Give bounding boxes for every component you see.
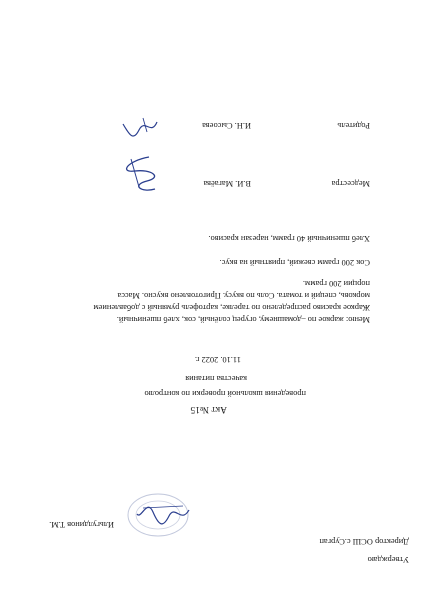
parent-signature-icon: [119, 116, 161, 138]
parent-role: Родитель: [337, 121, 370, 130]
menu-line: морковь, специй и томата. Соль по вкусу. Приготовлено вкусно. Масса: [117, 291, 370, 300]
menu-line: Меню: жаркое по –домашнему, огурец солёный, сок, хлеб пшеничный.: [116, 315, 370, 324]
director-signature-icon: [133, 500, 193, 530]
juice-note: Сок 200 грамм свежий, приятный на вкус.: [219, 258, 370, 267]
parent-name: И.Н. Сысоева: [202, 121, 251, 130]
approval-label: Утверждаю: [367, 555, 409, 564]
bread-note: Хлеб пшеничный 40 грамм, нарезан красиво.: [208, 234, 370, 243]
act-date: 11.10. 2022 г.: [194, 355, 241, 364]
nurse-role: Медсестра: [331, 179, 370, 188]
nurse-signature-icon: [121, 153, 161, 195]
act-subtitle-line1: проведения школьной проверки по контролю: [144, 389, 306, 398]
menu-line: Жаркое красиво распределено по тарелке, картофель румяный с добавлением: [93, 303, 370, 312]
nurse-name: В.И. Магаёва: [203, 179, 251, 188]
act-title: Акт №15: [190, 404, 227, 414]
director-organization: Директор ОСШ с.Сургап: [319, 537, 409, 546]
director-name: Ильгулдинов Т.М.: [49, 520, 114, 529]
act-subtitle-line2: качества питания: [185, 374, 247, 383]
menu-line: порции 200 грамм.: [302, 279, 370, 288]
